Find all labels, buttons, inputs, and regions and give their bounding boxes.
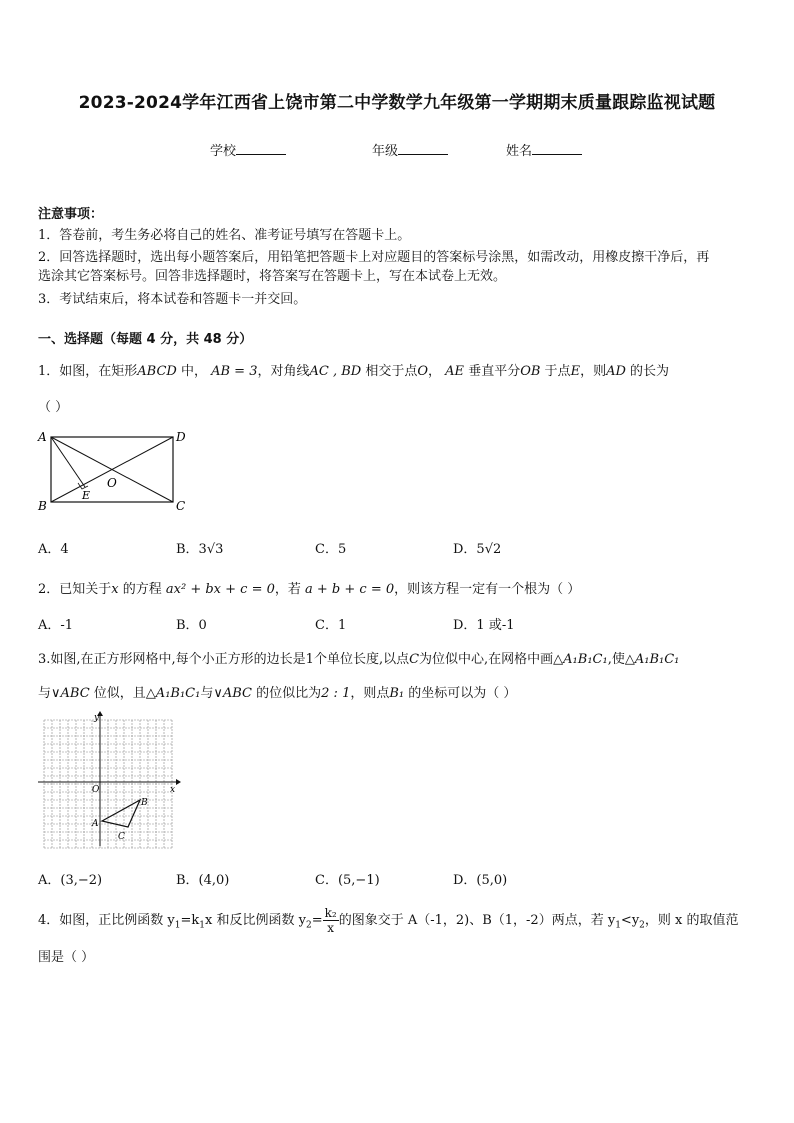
grade-field [372,140,448,159]
fig-label-b: B [38,499,47,513]
q2-option-d[interactable]: D．1 或-1 [453,618,515,633]
page-title: 2023-2024学年江西省上饶市第二中学数学九年级第一学期期末质量跟踪监视试题 [78,93,716,113]
q1-rectangle-figure [34,425,194,517]
fig-origin: O [92,785,100,795]
note-item: 1．答卷前，考生务必将自己的姓名、准考证号填写在答题卡上。 [38,228,411,243]
q3-option-d[interactable]: D．(5,0) [453,873,508,888]
grade-label: 年级 [372,144,399,159]
q4-stem-line1: 4．如图，正比例函数 $y_1=k_1x$ 和反比例函数 $y_2=$ $\frac{\text{k₂}}{x}$ 的图象交于 A（-1，2)、B（1，-2）两点，若 $y_1<y_2$，则 x 的取值范 [38,906,739,935]
notes-heading: 注意事项： [38,207,104,222]
fig-label-c: C [118,832,125,842]
q3-option-b[interactable]: B．(4,0) [176,873,230,888]
q2-option-b[interactable]: B．0 [176,618,207,633]
note-item: 2．回答选择题时，选出每小题答案后，用铅笔把答题卡上对应题目的答案标号涂黑，如需改动，用橡皮擦干净后，再 [38,250,710,265]
q2-option-a[interactable]: A．-1 [38,618,74,633]
fig-label-o: O [107,476,117,490]
q1-answer-paren: （ ） [38,400,69,415]
name-blank[interactable] [532,142,582,155]
q1-option-a[interactable]: A．4 [38,542,69,557]
note-item: 选涂其它答案标号。回答非选择题时，将答案写在答题卡上，写在本试卷上无效。 [38,269,507,284]
name-label: 姓名 [506,144,533,159]
q3-grid-figure [34,710,184,850]
fig-axis-x: x [170,785,176,795]
q1-stem: 1．如图，在矩形ABCD 中， AB = 3，对角线AC , BD 相交于点O， AE 垂直平分OB 于点E，则AD 的长为 [38,364,670,379]
name-field [506,140,582,159]
fig-label-a: A [38,430,47,444]
school-label: 学校 [210,144,237,159]
section-heading: 一、选择题（每题 4 分，共 48 分） [38,332,253,347]
fig-label-e: E [82,489,91,502]
q1-option-c[interactable]: C．5 [315,542,347,557]
fig-axis-y: y [94,713,100,723]
fig-label-b: B [141,798,148,808]
q2-stem: 2．已知关于x 的方程 ax² + bx + c = 0，若 a + b + c = 0，则该方程一定有一个根为（ ） [38,582,581,597]
q3-option-a[interactable]: A．(3,−2) [38,873,103,888]
q2-option-c[interactable]: C．1 [315,618,347,633]
school-field [210,140,286,159]
q3-stem-line1: 3.如图,在正方形网格中,每个小正方形的边长是1个单位长度,以点C为位似中心,在网格中画△A₁B₁C₁,使△A₁B₁C₁ [38,652,680,667]
q3-option-c[interactable]: C．(5,−1) [315,873,380,888]
q1-option-d[interactable]: D．5√2 [453,542,502,557]
q4-fraction: $\frac{\text{k₂}}{x}$ [324,906,337,935]
grade-blank[interactable] [398,142,448,155]
fig-label-a: A [92,819,99,829]
note-item: 3．考试结束后，将本试卷和答题卡一并交回。 [38,292,307,307]
school-blank[interactable] [236,142,286,155]
fig-label-c: C [176,499,186,513]
fig-label-d: D [176,430,186,444]
q1-option-b[interactable]: B．3√3 [176,542,224,557]
q4-stem-line2: 围是（ ） [38,950,95,965]
q3-stem-line2: 与∨ABC 位似，且△A₁B₁C₁与∨ABC 的位似比为2 : 1，则点B₁ 的坐标可以为（ ） [38,686,517,701]
